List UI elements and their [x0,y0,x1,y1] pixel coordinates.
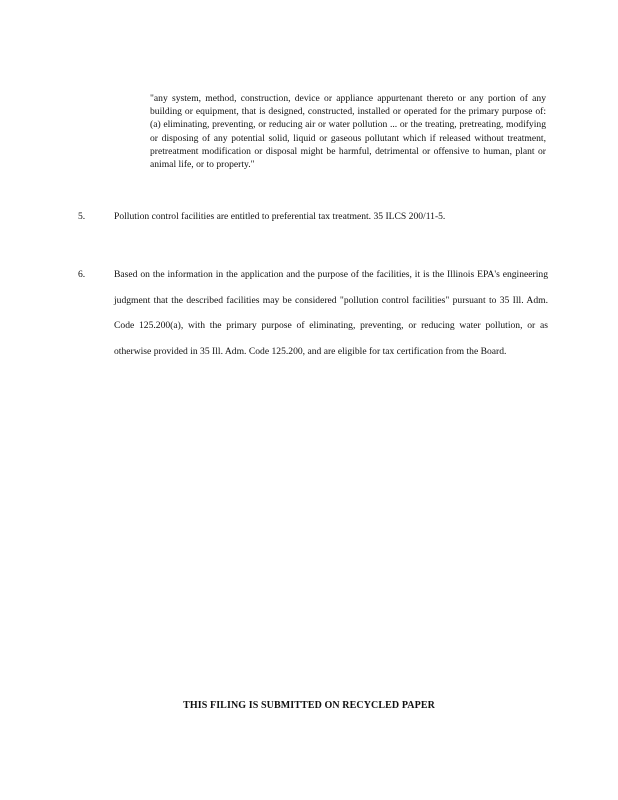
recycled-paper-footer: THIS FILING IS SUBMITTED ON RECYCLED PAPER [183,700,435,711]
statutory-quote: "any system, method, construction, device or appliance appurtenant thereto or any portion of any building or equipment, that is designed, constructed, installed or operated for the primary purpose of: (a) eliminating, preventing, or reducing air or water pollution ... or the treating, pretreating, modifying or disposing of any potential solid, liquid or gaseous pollutant which if released without treatment, pretreatment modification or disposal might be harmful, detrimental or offensive to human, plant or animal life, or to property." [150,93,546,171]
paragraph-number: 5. [78,211,86,222]
paragraph-text: Pollution control facilities are entitled to preferential tax treatment. 35 ILCS 200/11-5. [114,211,446,222]
paragraph-number: 6. [78,269,86,280]
paragraph-text: Based on the information in the application and the purpose of the facilities, it is the Illinois EPA's engineering judgment that the described facilities may be considered "pollution control facilities" pursuant to 35 Ill. Adm. Code 125.200(a), with the primary purpose of eliminating, preventing, or reducing water pollution, or as otherwise provided in 35 Ill. Adm. Code 125.200, and are eligible for tax certification from the Board. [114,269,548,357]
